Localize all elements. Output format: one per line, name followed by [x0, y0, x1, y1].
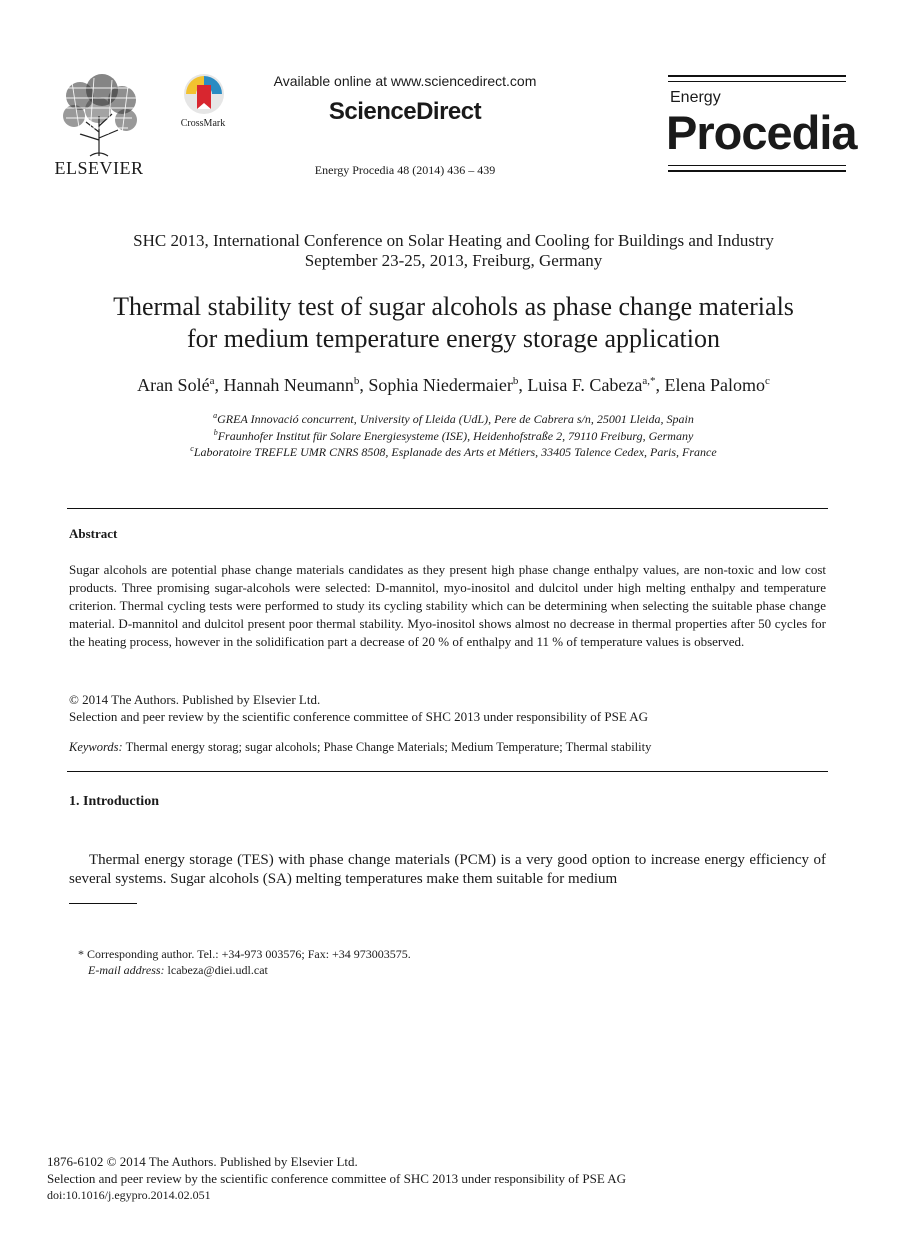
affiliation-mark: a: [213, 411, 218, 420]
journal-bottom-rule-thick: [668, 170, 846, 172]
abstract-bottom-rule: [67, 771, 828, 772]
keywords-label: Keywords:: [69, 740, 123, 754]
paper-title: [40, 291, 867, 355]
doi-line[interactable]: doi:10.1016/j.egypro.2014.02.051: [47, 1188, 211, 1202]
affiliation-text: GREA Innovació concurrent, University of Lleida (UdL), Pere de Cabrera s/n, 25001 Lleida, Spain: [217, 412, 694, 426]
section-heading-introduction: 1. Introduction: [69, 794, 159, 809]
footnote-rule: [69, 903, 137, 904]
bottom-peer-review-line: Selection and peer review by the scientific conference committee of SHC 2013 under responsibility of PSE AG: [47, 1171, 627, 1186]
sciencedirect-wordmark: ScienceDirect: [328, 98, 482, 125]
author-affil-mark: b: [512, 375, 519, 387]
available-online-text: Available online at www.sciencedirect.com: [273, 73, 537, 89]
keywords-line: [69, 740, 826, 755]
issn-line: 1876-6102 © 2014 The Authors. Published by Elsevier Ltd.: [47, 1154, 358, 1169]
affiliation-text: Laboratoire TREFLE UMR CNRS 8508, Esplanade des Arts et Métiers, 33405 Talence Cedex, Paris, France: [193, 445, 717, 459]
copyright-block: [69, 691, 826, 725]
author-affil-mark: c: [765, 375, 770, 387]
email-label: E-mail address:: [88, 963, 165, 977]
affiliation-mark: b: [213, 427, 218, 437]
author-name: Aran Solé: [137, 375, 210, 395]
affiliation-item: [40, 428, 867, 445]
affiliation-item: [40, 411, 867, 428]
author-list: Aran Solé$^a$, Hannah Neumann$^b$, Sophia Niedermaier$^b$, Luisa F. Cabeza$^{a,*}$, Elena Palomo$^c$: [137, 375, 770, 395]
author-name: Hannah Neumann: [223, 375, 354, 395]
conference-line-2: September 23-25, 2013, Freiburg, Germany: [304, 251, 603, 270]
author-affil-mark: a,*: [642, 375, 656, 387]
journal-top-rule-thick: [668, 75, 846, 77]
journal-name-small: Energy: [670, 89, 721, 106]
corresponding-author-line: * Corresponding author. Tel.: +34-973 003576; Fax: +34 973003575.: [78, 947, 411, 961]
journal-bottom-rule-thin: [668, 165, 846, 166]
peer-review-line: Selection and peer review by the scientific conference committee of SHC 2013 under responsibility of PSE AG: [69, 709, 649, 724]
author-name: Sophia Niedermaier: [368, 375, 513, 395]
journal-name-large: Procedia: [666, 106, 857, 159]
crossmark-label: CrossMark: [180, 118, 226, 129]
abstract-top-rule: [67, 508, 828, 509]
author-affil-mark: a: [209, 375, 215, 387]
introduction-body: Thermal energy storage (TES) with phase change materials (PCM) is a very good option to increase energy efficiency of several systems. Sugar alcohols (SA) melting temperatures make them suitable for medium: [69, 852, 826, 887]
affiliation-list: [40, 411, 867, 461]
title-line-2: for medium temperature energy storage application: [186, 324, 721, 353]
bottom-publication-info: [47, 1153, 857, 1204]
publisher-wordmark: ELSEVIER: [54, 158, 144, 178]
keywords-text: Thermal energy storag; sugar alcohols; Phase Change Materials; Medium Temperature; Thermal stability: [125, 740, 652, 754]
affiliation-text: Fraunhofer Institut für Solare Energiesysteme (ISE), Heidenhofstraße 2, 79110 Freiburg, Germany: [217, 428, 694, 443]
conference-info: [40, 231, 867, 271]
title-line-1: Thermal stability test of sugar alcohols as phase change materials: [113, 292, 794, 321]
copyright-line: © 2014 The Authors. Published by Elsevier Ltd.: [69, 692, 321, 707]
author-affil-mark: b: [353, 375, 360, 387]
email-line: [78, 962, 778, 978]
abstract-heading: Abstract: [69, 526, 118, 541]
corresponding-footnote: [78, 946, 778, 978]
email-address[interactable]: lcabeza@diei.udl.cat: [167, 963, 268, 977]
author-name: Luisa F. Cabeza: [527, 375, 643, 395]
affiliation-item: [40, 444, 867, 461]
journal-top-rule-thin: [668, 81, 846, 82]
affiliation-mark: c: [190, 444, 194, 453]
journal-citation: Energy Procedia 48 (2014) 436 – 439: [314, 163, 496, 177]
author-name: Elena Palomo: [664, 375, 766, 395]
conference-line-1: SHC 2013, International Conference on Solar Heating and Cooling for Buildings and Industry: [133, 231, 774, 250]
abstract-body: Sugar alcohols are potential phase change materials candidates as they present high phase change enthalpy values, are non-toxic and low cost products. Three promising sugar-alcohols were selected: D-mannitol, myo-inositol and dulcitol under high melting enthalpy and temperature criterion. Thermal cycling tests were performed to study its cycling stability which can be determining when selecting the suitable phase change material. D-mannitol and dulcitol present poor thermal stability. Myo-inositol shows almost no decrease in thermal properties after 50 cycles for the heating process, however in the solidification part a decrease of 20 % of enthalpy and 11 % of temperature values is observed.: [69, 562, 826, 649]
